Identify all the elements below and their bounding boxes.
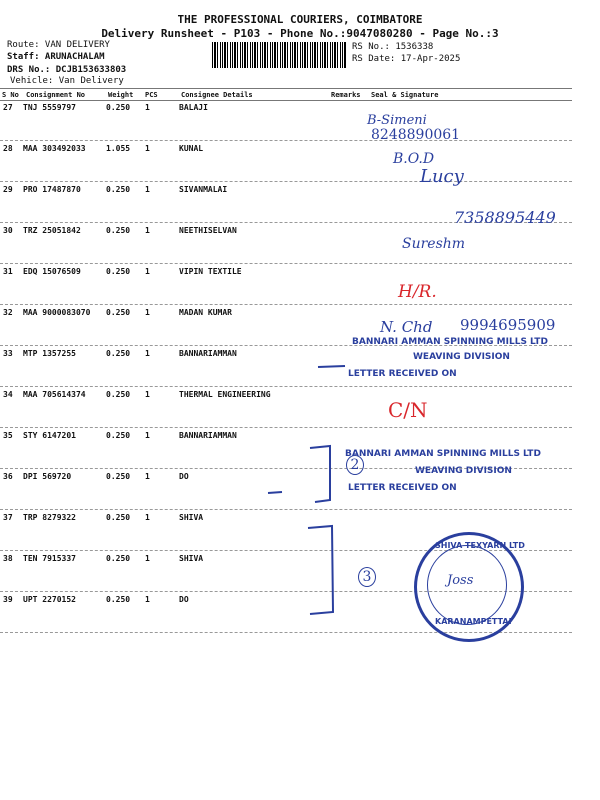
rs-date: RS Date: 17-Apr-2025 [352,54,461,64]
row-sno: 39 [3,595,13,604]
signature-row28: B.O.D [393,151,435,167]
remark-row32: H/R. [398,282,437,302]
col-sno: S No [2,91,19,99]
row-weight: 0.250 [106,226,131,235]
row-pcs: 1 [145,390,150,399]
row-consignment-no: MTP 1357255 [23,349,76,358]
row-sno: 27 [3,103,13,112]
row-weight: 0.250 [106,554,131,563]
row-pcs: 1 [145,185,150,194]
row-consignee: BALAJI [179,103,208,112]
row-consignee: SHIVA [179,554,204,563]
col-consignment: Consignment No [26,91,86,99]
col-weight: Weight [108,91,134,99]
row-pcs: 1 [145,267,150,276]
row-pcs: 1 [145,226,150,235]
row-weight: 0.250 [106,308,131,317]
row-consignee: MADAN KUMAR [179,308,232,317]
row-consignee: THERMAL ENGINEERING [179,390,271,399]
row-weight: 0.250 [106,185,131,194]
bracket-mark-1 [310,446,330,502]
row-pcs: 1 [145,554,150,563]
row-sno: 31 [3,267,13,276]
row-consignee: KUNAL [179,144,204,153]
row-consignment-no: TRP 8279322 [23,513,76,522]
circle-number-2: 2 [346,455,364,475]
seal-bottom-text: KARANAMPETTAI [435,617,512,626]
row-consignment-no: EDQ 15076509 [23,267,81,276]
phone-row33: 9994695909 [460,316,556,334]
row-pcs: 1 [145,308,150,317]
row-pcs: 1 [145,349,150,358]
row-consignment-no: PRO 17487870 [23,185,81,194]
row-pcs: 1 [145,431,150,440]
row-consignment-no: MAA 9000083070 [23,308,91,317]
row-sno: 34 [3,390,13,399]
row-sno: 28 [3,144,13,153]
row-consignee: BANNARIAMMAN [179,349,237,358]
signature-row33: N. Chd [380,318,433,336]
signature-row27: B-Simeni [367,113,427,128]
vehicle-label: Vehicle: Van Delivery [10,76,124,86]
staff-label: Staff: ARUNACHALAM [7,52,105,62]
phone-row27: 8248890061 [371,127,461,143]
row-sno: 36 [3,472,13,481]
runsheet-title: Delivery Runsheet - P103 - Phone No.:9047080280 - Page No.:3 [101,27,499,40]
circle-number-3: 3 [358,567,376,587]
route-label: Route: VAN DELIVERY [7,40,110,50]
stamp1-company: BANNARI AMMAN SPINNING MILLS LTD [352,337,548,347]
dash-mark-1 [318,366,345,367]
seal-signature: Joss [447,573,474,588]
row-consignment-no: MAA 705614374 [23,390,86,399]
row-consignee: NEETHISELVAN [179,226,237,235]
row-sno: 29 [3,185,13,194]
row-consignee: SHIVA [179,513,204,522]
stamp2-received: LETTER RECEIVED ON [348,483,457,493]
stamp2-company: BANNARI AMMAN SPINNING MILLS LTD [345,449,541,459]
row-consignee: BANNARIAMMAN [179,431,237,440]
dash-mark-2 [268,492,282,493]
row-consignee: DO [179,595,189,604]
rs-number: RS No.: 1536338 [352,42,434,52]
signature-row31: Sureshm [402,236,466,252]
row-pcs: 1 [145,144,150,153]
phone-row30: 7358895449 [454,208,556,227]
stamp1-division: WEAVING DIVISION [413,352,510,362]
row-weight: 0.250 [106,267,131,276]
row-weight: 0.250 [106,103,131,112]
row-weight: 0.250 [106,390,131,399]
remark-row35: C/N [388,398,428,422]
row-weight: 0.250 [106,595,131,604]
row-weight: 1.055 [106,144,131,153]
row-consignment-no: TRZ 25051842 [23,226,81,235]
row-consignment-no: TEN 7915337 [23,554,76,563]
row-sno: 33 [3,349,13,358]
col-consignee: Consignee Details [181,91,253,99]
row-consignee: VIPIN TEXTILE [179,267,242,276]
bracket-mark-2 [308,526,333,614]
company-title: THE PROFESSIONAL COURIERS, COIMBATORE [177,13,423,26]
row-sno: 38 [3,554,13,563]
row-pcs: 1 [145,103,150,112]
row-consignment-no: DPI 569720 [23,472,72,481]
row-weight: 0.250 [106,513,131,522]
signature-row29: Lucy [420,166,464,187]
col-seal: Seal & Signature [371,91,439,99]
row-weight: 0.250 [106,431,131,440]
row-sno: 32 [3,308,13,317]
row-consignee: DO [179,472,189,481]
row-consignment-no: UPT 2270152 [23,595,76,604]
row-consignment-no: STY 6147201 [23,431,76,440]
col-remarks: Remarks [331,91,361,99]
seal-top-text: SHIVA TEXYARN LTD [435,541,525,550]
row-weight: 0.250 [106,349,131,358]
row-consignment-no: MAA 303492033 [23,144,86,153]
drs-number: DRS No.: DCJB153633803 [7,65,127,75]
row-sno: 37 [3,513,13,522]
row-consignee: SIVANMALAI [179,185,228,194]
row-pcs: 1 [145,595,150,604]
row-consignment-no: TNJ 5559797 [23,103,76,112]
row-sno: 30 [3,226,13,235]
stamp1-received: LETTER RECEIVED ON [348,369,457,379]
row-pcs: 1 [145,513,150,522]
row-pcs: 1 [145,472,150,481]
row-sno: 35 [3,431,13,440]
stamp2-division: WEAVING DIVISION [415,466,512,476]
row-weight: 0.250 [106,472,131,481]
col-pcs: PCS [145,91,158,99]
